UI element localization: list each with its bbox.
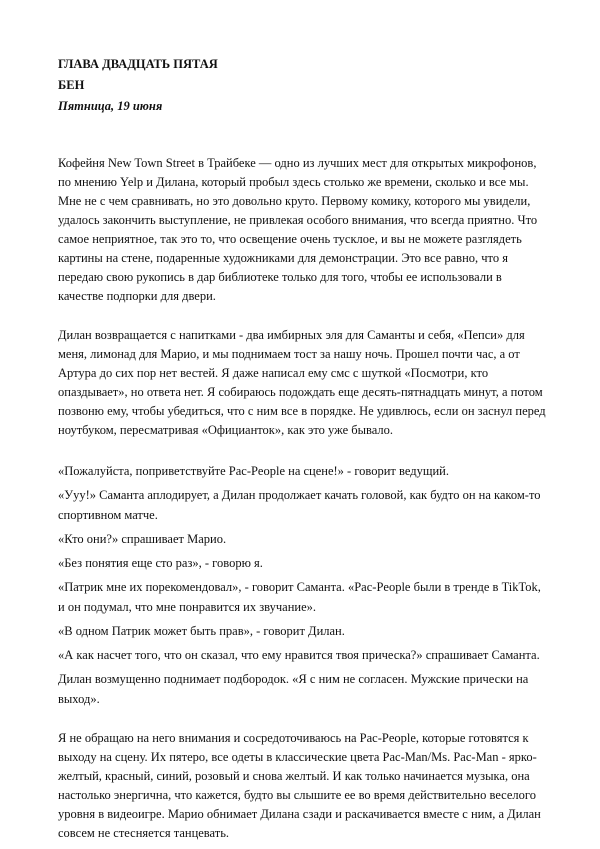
chapter-narrator: БЕН	[58, 78, 85, 92]
paragraph: Дилан возвращается с напитками - два имбирных эля для Саманты и себя, «Пепси» для меня, лимонад для Марио, и мы поднимаем тост за нашу ночь. Прошел почти час, а от Артура до сих пор нет вестей. Я даже написал ему смс с шуткой «Посмотри, кто опаздывает», но ответа нет. Я собираюсь подождать еще десять-пятнадцать минут, а потом позвоню ему, чтобы убедиться, что с ним все в порядке. Не удивлюсь, если он заснул перед ноутбуком, пересматривая «Официанток», как это уже бывало.	[58, 328, 546, 437]
dialogue-line: «Ууу!» Саманта аплодирует, а Дилан продолжает качать головой, как будто он на каком-то спортивном матче.	[58, 488, 541, 522]
dialogue-line: Дилан возмущенно поднимает подбородок. «Я с ним не согласен. Мужские прически на выход».	[58, 672, 529, 706]
dialogue-line: «Без понятия еще сто раз», - говорю я.	[58, 556, 263, 570]
paragraph: Кофейня New Town Street в Трайбеке — одно из лучших мест для открытых микрофонов, по мнению Yelp и Дилана, который пробыл здесь столько же времени, сколько и все мы. Мне не с чем сравнивать, но это довольно круто. Первому комику, которого мы увидели, удалось закончить выступление, не привлекая особого внимания, что всегда приятно. Что самое неприятное, так это то, что освещение очень тусклое, и вы не можете разглядеть картины на стене, подаренные художниками для демонстрации. Это все равно, что я передаю свою рукопись в дар библиотеке только для того, чтобы ее использовали в качестве подпорки для двери.	[58, 156, 538, 303]
dialogue-block	[58, 461, 548, 709]
dialogue-line: «Патрик мне их порекомендовал», - говорит Саманта. «Pac-People были в тренде в TikTok, и он подумал, что мне понравится их звучание».	[58, 580, 541, 614]
dialogue-line: «А как насчет того, что он сказал, что ему нравится твоя прическа?» спрашивает Саманта.	[58, 648, 540, 662]
dialogue-line: «В одном Патрик может быть прав», - говорит Дилан.	[58, 624, 345, 638]
document-page	[58, 54, 548, 843]
dialogue-line: «Пожалуйста, поприветствуйте Pac-People на сцене!» - говорит ведущий.	[58, 464, 449, 478]
dialogue-line: «Кто они?» спрашивает Марио.	[58, 532, 227, 546]
chapter-date: Пятница, 19 июня	[58, 99, 163, 113]
chapter-title: ГЛАВА ДВАДЦАТЬ ПЯТАЯ	[58, 57, 218, 71]
paragraph: Я не обращаю на него внимания и сосредоточиваюсь на Pac-People, которые готовятся к выходу на сцену. Их пятеро, все одеты в классические цвета Pac-Man/Ms. Pac-Man - ярко-желтый, красный, синий, розовый и снова желтый. И как только начинается музыка, она настолько энергична, что кажется, будто вы слышите ее во время действительно веселого уровня в видеоигре. Марио обнимает Дилана сзади и раскачивается вместе с ним, а Дилан совсем не стесняется танцевать.	[58, 731, 541, 840]
